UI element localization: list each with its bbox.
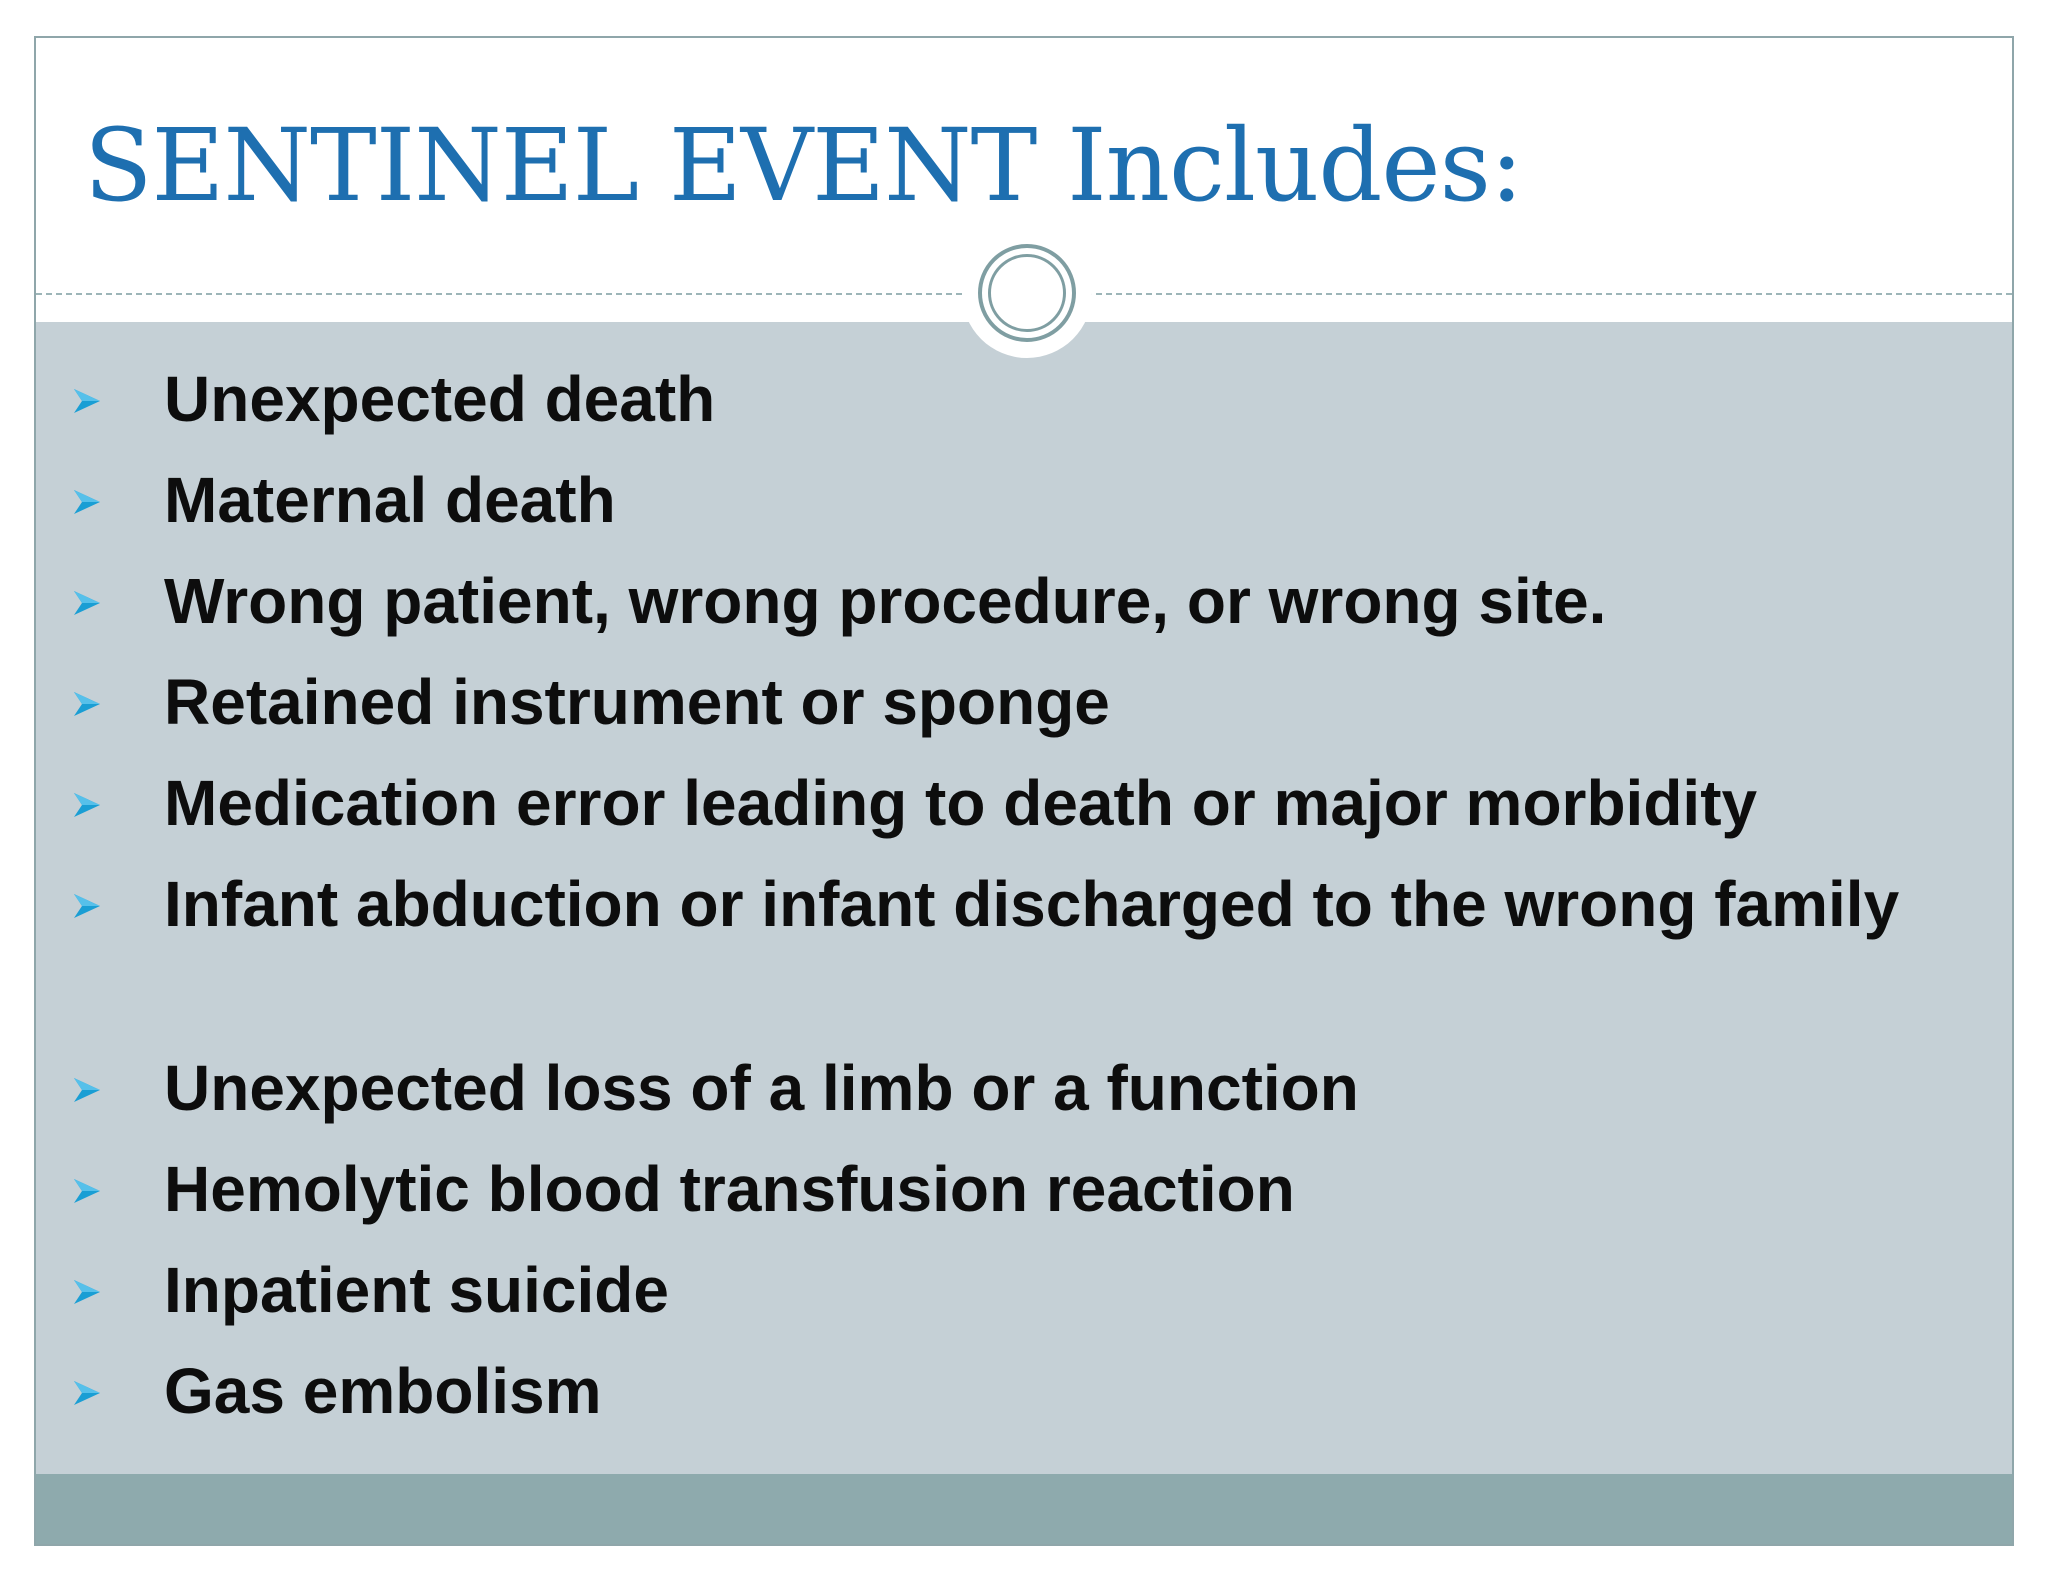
bullet-text: Wrong patient, wrong procedure, or wrong site. <box>164 565 1607 637</box>
bullet-text: Unexpected death <box>164 363 716 435</box>
footer-band <box>36 1474 2012 1546</box>
bullet-text: Retained instrument or sponge <box>164 666 1110 738</box>
arrow-bullet-icon <box>72 689 102 719</box>
arrow-bullet-icon <box>72 790 102 820</box>
slide <box>34 36 2014 1546</box>
bullet-text: Maternal death <box>164 464 616 536</box>
bullet-text: Inpatient suicide <box>164 1254 669 1326</box>
slide-title: SENTINEL EVENT Includes: <box>84 107 1523 224</box>
circle-ornament-inner-ring <box>988 254 1066 332</box>
bullet-text: Unexpected loss of a limb or a function <box>164 1052 1359 1124</box>
arrow-bullet-icon <box>72 588 102 618</box>
bullet-text: Infant abduction or infant discharged to the wrong family <box>164 868 1900 940</box>
bullet-text: Hemolytic blood transfusion reaction <box>164 1153 1295 1225</box>
content-area <box>36 322 2012 1474</box>
arrow-bullet-icon <box>72 891 102 921</box>
bullet-text: Medication error leading to death or major morbidity <box>164 767 1758 839</box>
arrow-bullet-icon <box>72 386 102 416</box>
arrow-bullet-icon <box>72 487 102 517</box>
arrow-bullet-icon <box>72 1176 102 1206</box>
arrow-bullet-icon <box>72 1277 102 1307</box>
bullet-text: Gas embolism <box>164 1355 602 1427</box>
arrow-bullet-icon <box>72 1378 102 1408</box>
arrow-bullet-icon <box>72 1075 102 1105</box>
